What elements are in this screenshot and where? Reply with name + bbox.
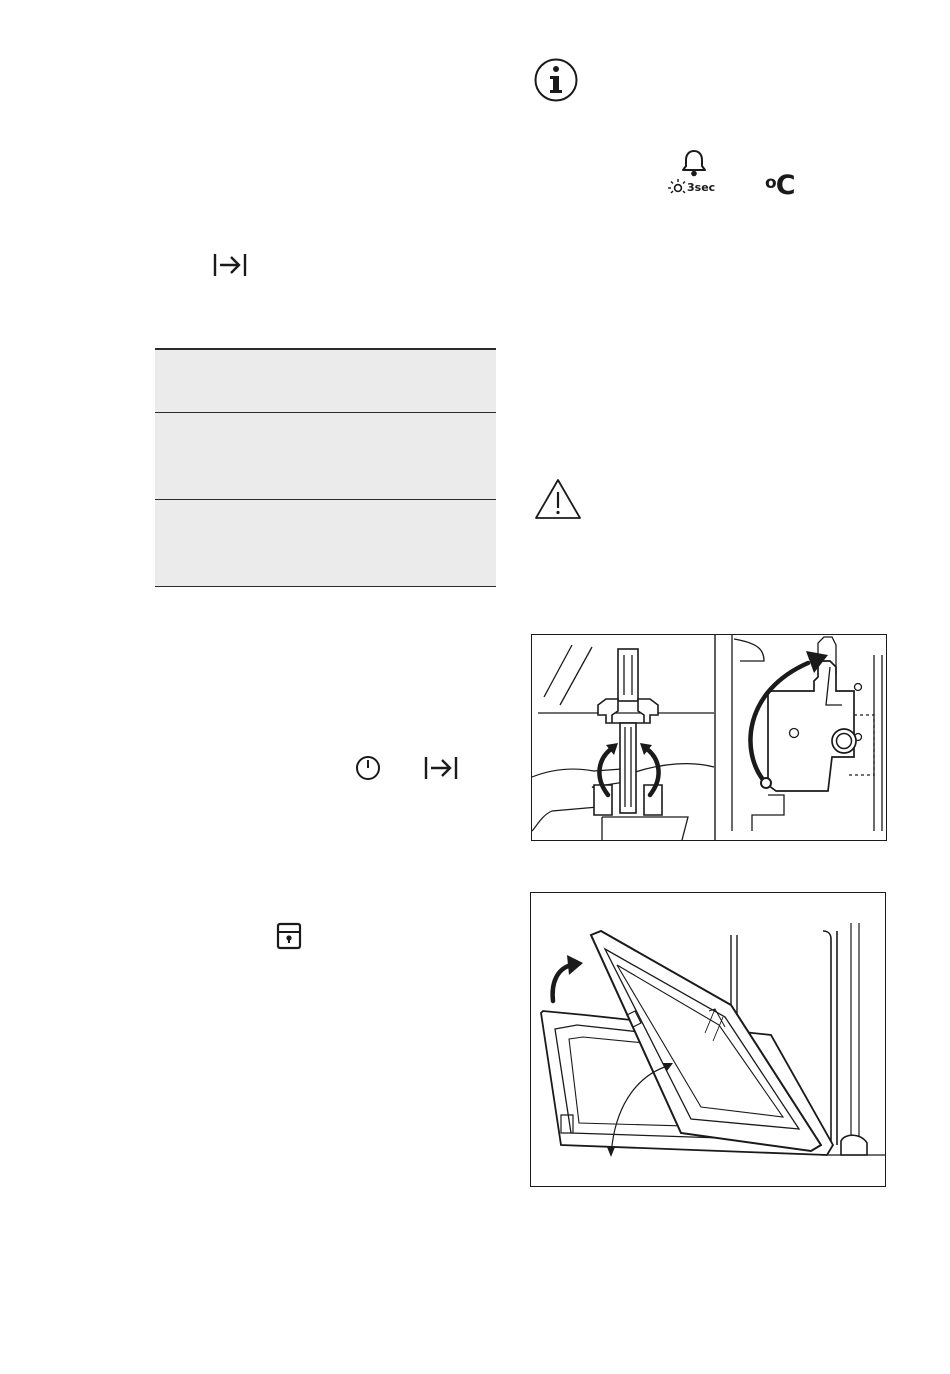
door-removal-illustration	[530, 892, 886, 1187]
door-drawing	[531, 893, 885, 1186]
three-second-label: 3sec	[687, 181, 716, 194]
info-circle-icon	[533, 57, 579, 103]
degree-mark: o	[765, 173, 776, 193]
celsius-letter: C	[775, 170, 795, 201]
child-lock-icon	[276, 922, 302, 950]
end-time-arrow-icon	[423, 755, 459, 781]
hinge-drawing	[532, 635, 886, 840]
lamp-icon	[667, 178, 687, 196]
table-row	[155, 500, 496, 586]
table-row	[155, 413, 496, 500]
clock-icon	[355, 755, 381, 781]
celsius-symbol	[765, 172, 795, 199]
hinge-illustration	[531, 634, 887, 841]
settings-table	[155, 348, 496, 587]
table-row	[155, 350, 496, 413]
bell-icon	[680, 148, 708, 178]
warning-triangle-icon	[533, 477, 583, 521]
end-time-arrow-icon	[212, 252, 248, 278]
